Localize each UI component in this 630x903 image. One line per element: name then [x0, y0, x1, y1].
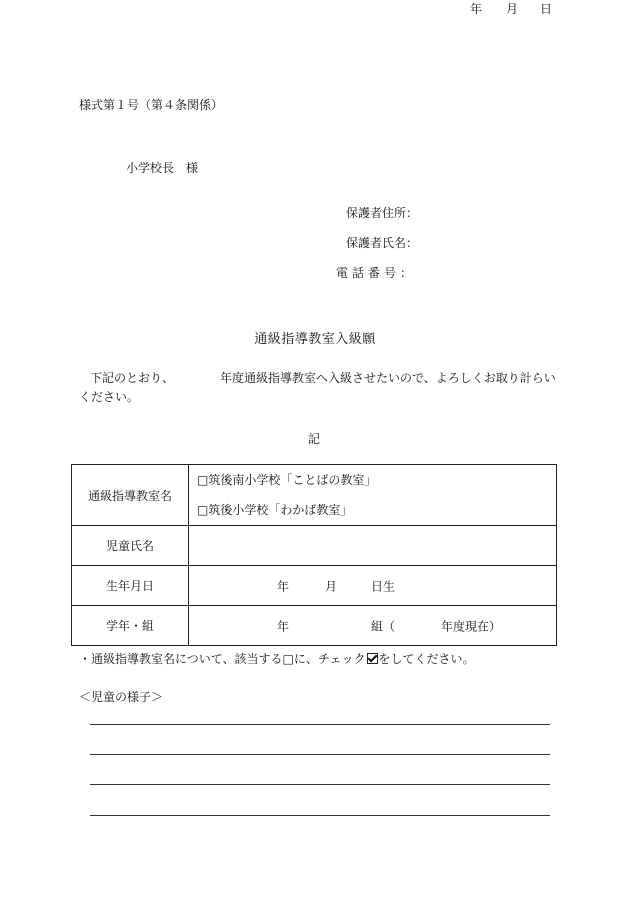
grade-class-field[interactable]	[189, 606, 557, 646]
document-title: 通級指導教室入級願	[254, 332, 376, 347]
guardian-address-label: 保護者住所：	[346, 206, 419, 220]
classroom-option-kotoba[interactable]: □筑後南小学校「ことばの教室」	[197, 473, 377, 487]
date-month-label: 月	[506, 2, 519, 16]
application-table	[71, 464, 557, 646]
ki-marker: 記	[308, 432, 321, 446]
instruction-note-after: をしてください。	[378, 652, 475, 666]
table-row	[72, 465, 557, 526]
table-row	[72, 566, 557, 606]
class-unit: 組（	[371, 619, 396, 633]
addressee: 小学校長 様	[126, 161, 199, 175]
form-number: 様式第１号（第４条関係）	[79, 98, 224, 112]
birth-year-unit: 年	[277, 579, 290, 593]
table-row	[72, 526, 557, 566]
guardian-phone-label: 電話番号：	[336, 266, 417, 280]
child-state-line[interactable]	[90, 784, 550, 785]
checked-box-icon	[367, 653, 378, 664]
date-year-label: 年	[470, 2, 483, 16]
table-row	[72, 606, 557, 646]
classroom-option-wakaba[interactable]: □筑後小学校「わかば教室」	[197, 503, 353, 517]
child-state-line[interactable]	[90, 815, 550, 816]
classroom-options-cell	[189, 465, 557, 526]
grade-unit: 年	[277, 619, 290, 633]
body-text-line1-b: 年度通級指導教室へ入級させたいので、よろしくお取り計らい	[220, 371, 556, 385]
birth-day-unit: 日生	[371, 579, 396, 593]
child-state-line[interactable]	[90, 754, 550, 755]
classroom-label: 通級指導教室名	[72, 465, 189, 526]
instruction-note	[79, 650, 475, 667]
child-name-label: 児童氏名	[72, 526, 189, 566]
birthdate-label: 生年月日	[72, 566, 189, 606]
child-state-heading: ＜児童の様子＞	[79, 690, 164, 704]
child-name-field[interactable]	[189, 526, 557, 566]
instruction-note-before: ・通級指導教室名について、該当する□に、チェック	[79, 652, 366, 666]
birth-month-unit: 月	[325, 579, 338, 593]
grade-class-label: 学年・組	[72, 606, 189, 646]
body-text-line2: ください。	[79, 390, 140, 404]
date-day-label: 日	[540, 2, 553, 16]
birthdate-field[interactable]	[189, 566, 557, 606]
body-text-line1-a: 下記のとおり、	[90, 371, 175, 385]
child-state-line[interactable]	[90, 724, 550, 725]
as-of-year: 年度現在）	[441, 619, 502, 633]
guardian-name-label: 保護者氏名：	[346, 236, 419, 250]
